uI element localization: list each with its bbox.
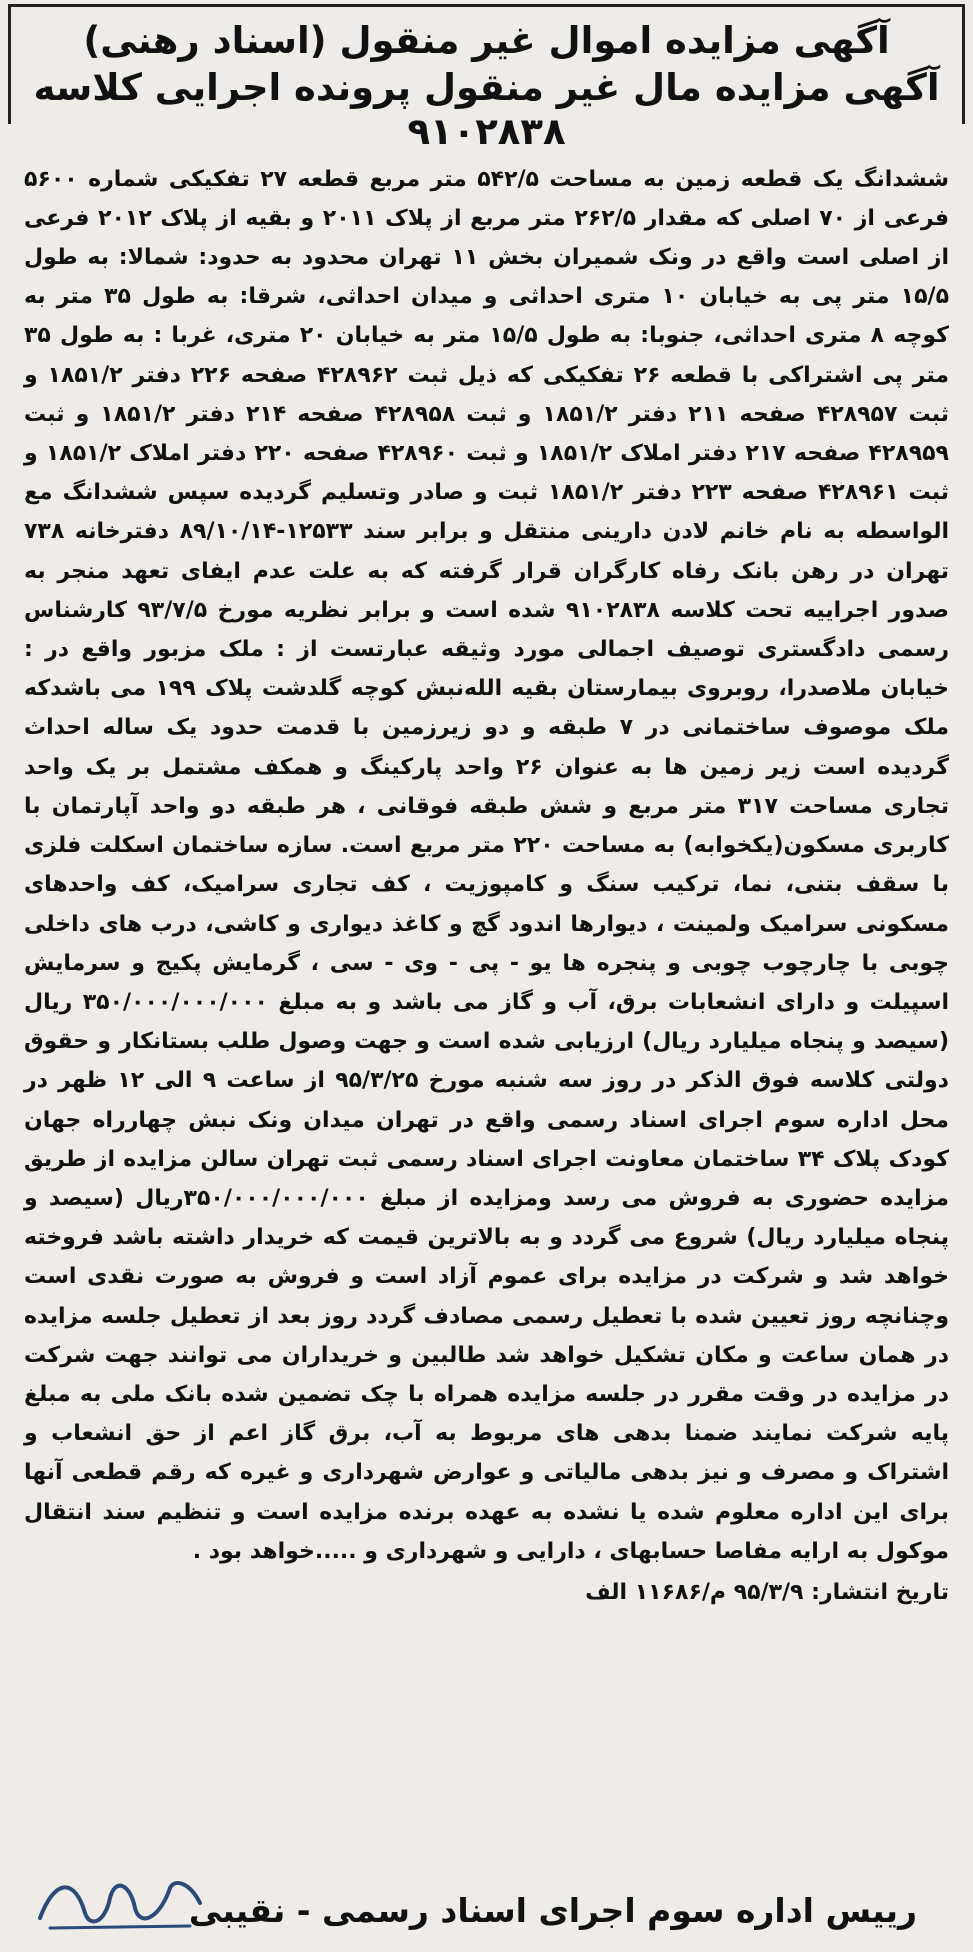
signature: رییس اداره سوم اجرای اسناد رسمی - نقیبی [188, 1891, 917, 1930]
right-border [962, 4, 965, 124]
case-number: ۹۱۰۲۸۳۸ [407, 110, 566, 154]
left-border [8, 4, 11, 124]
notice-body: ششدانگ یک قطعه زمین به مساحت ۵۴۲/۵ متر مربع قطعه ۲۷ تفکیکی شماره ۵۶۰۰ فرعی از ۷۰ اصلی که مقدار ۲۶۲/۵ متر مربع از پلاک ۲۰۱۱ و بقیه از پلاک ۲۰۱۲ فرعی از اصلی است واقع در ونک شمیران بخش ۱۱ تهران محدود به حدود: شمالا: به طول ۱۵/۵ متر پی به خیابان ۱۰ متری احداثی و میدان احداثی، شرقا: به طول ۳۵ متر به کوچه ۸ متری احداثی، جنوبا: به طول ۱۵/۵ متر به خیابان ۲۰ متری، غربا : به طول ۳۵ متر پی اشتراکی با قطعه ۲۶ تفکیکی که ذیل ثبت ۴۲۸۹۶۲ صفحه ۲۲۶ دفتر ۱۸۵۱/۲ و ثبت ۴۲۸۹۵۷ صفحه ۲۱۱ دفتر ۱۸۵۱/۲ و ثبت ۴۲۸۹۵۸ صفحه ۲۱۴ دفتر ۱۸۵۱/۲ و ثبت ۴۲۸۹۵۹ صفحه ۲۱۷ دفتر املاک ۱۸۵۱/۲ و ثبت ۴۲۸۹۶۰ صفحه ۲۲۰ دفتر املاک ۱۸۵۱/۲ و ثبت ۴۲۸۹۶۱ صفحه ۲۲۳ دفتر ۱۸۵۱/۲ ثبت و صادر وتسلیم گردیده سپس ششدانگ مع الواسطه به نام خانم لادن دارینی منتقل و برابر سند ۱۲۵۳۳-۸۹/۱۰/۱۴ دفترخانه ۷۳۸ تهران در رهن بانک رفاه کارگران قرار گرفته که به علت عدم ایفای تعهد منجر به صدور اجراییه تحت کلاسه ۹۱۰۲۸۳۸ شده است و برابر نظریه مورخ ۹۳/۷/۵ کارشناس رسمی دادگستری توصیف اجمالی مورد وثیقه عبارتست از : ملک مزبور واقع در : خیابان ملاصدرا، روبروی بیمارستان بقیه الله‌نبش کوچه گلدشت پلاک ۱۹۹ می باشدکه ملک موصوف ساختمانی در ۷ طبقه و دو زیرزمین با قدمت حدود یک ساله احداث گردیده است زیر زمین ها به عنوان ۲۶ واحد پارکینگ و همکف مشتمل بر یک واحد تجاری مساحت ۳۱۷ متر مربع و شش طبقه فوقانی ، هر طبقه دو واحد آپارتمان با کاربری مسکون(یکخوابه) به مساحت ۲۲۰ متر مربع است. سازه ساختمان اسکلت فلزی با سقف بتنی، نما، ترکیب سنگ و کامپوزیت ، کف تجاری سرامیک، کف واحدهای مسکونی سرامیک ولمینت ، دیوارها اندود گچ و کاغذ دیواری و کاشی، درب های داخلی چوبی با چارچوب چوبی و پنجره ها یو - پی - وی - سی ، گرمایش پکیج و سرمایش اسپیلت و دارای انشعابات برق، آب و گاز می باشد و به مبلغ ۳۵۰/۰۰۰/۰۰۰/۰۰۰ ریال (سیصد و پنجاه میلیارد ریال) ارزیابی شده است و جهت وصول طلب بستانکار و حقوق دولتی کلاسه فوق الذکر در روز سه شنبه مورخ ۹۵/۳/۲۵ از ساعت ۹ الی ۱۲ ظهر در محل اداره سوم اجرای اسناد رسمی واقع در تهران میدان ونک نبش چهارراه جهان کودک پلاک ۳۴ ساختمان معاونت اجرای اسناد رسمی ثبت تهران سالن مزایده از طریق مزایده حضوری به فروش می رسد ومزایده از مبلغ ۳۵۰/۰۰۰/۰۰۰/۰۰۰ریال (سیصد و پنجاه میلیارد ریال) شروع می گردد و به بالاترین قیمت که خریدار داشته باشد فروخته خواهد شد و شرکت در مزایده برای عموم آزاد است و فروش به صورت نقدی است وچنانچه روز تعیین شده با تعطیل رسمی مصادف گردد روز بعد از تعطیل جلسه مزایده در همان ساعت و مکان تشکیل خواهد شد طالبین و خریداران می توانند جهت شرکت در مزایده در وقت مقرر در جلسه مزایده همراه با چک تضمین شده بانک ملی به مبلغ پایه شرکت نمایند ضمنا بدهی های مربوط به آب، برق گاز اعم از حق انشعاب و اشتراک و مصرف و نیز بدهی مالیاتی و عوارض شهرداری و غیره که رقم قطعی آنها برای این اداره معلوم شده یا نشده به عهده برنده مزایده است و تنظیم سند انتقال موکول به ارایه مفاصا حسابهای ، دارایی و شهرداری و .....خواهد بود . [24, 166, 950, 1564]
signature-row [0, 1870, 973, 1940]
top-border [8, 4, 965, 7]
handwritten-mark-icon [30, 1858, 210, 1938]
notice-subtitle: آگهی مزایده مال غیر منقول پرونده اجرایی کلاسه [33, 65, 940, 109]
publication-date: تاریخ انتشار: ۹۵/۳/۹ م/۱۱۶۸۶ الف [585, 1579, 949, 1605]
notice-title: آگهی مزایده اموال غیر منقول (اسناد رهنی) [83, 19, 890, 62]
